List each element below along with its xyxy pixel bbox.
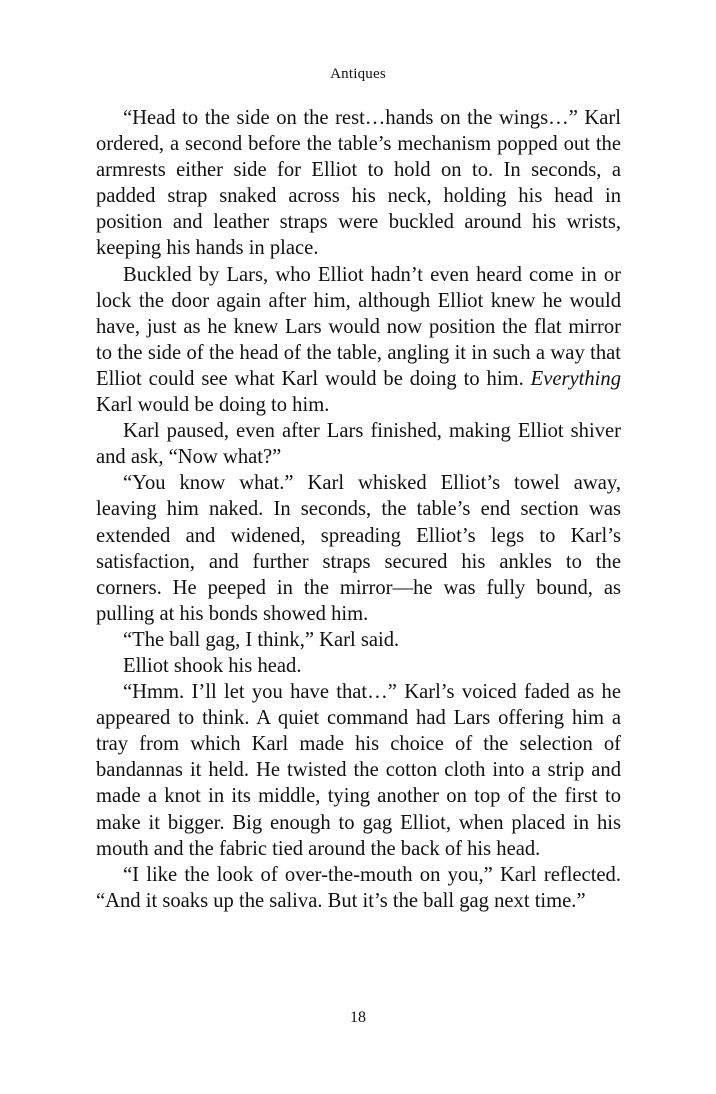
paragraph-8: “I like the look of over-the-mouth on you,” Karl reflected. “And it soaks up the saliva. But it’s the ball gag next time.” [96, 863, 621, 912]
paragraph-7: “Hmm. I’ll let you have that…” Karl’s voiced faded as he appeared to think. A quiet command had Lars offering him a tray from which Karl made his choice of the selection of bandannas it held. He twisted the cotton cloth into a strip and made a knot in its middle, tying another on top of the first to make it bigger. Big enough to gag Elliot, when placed in his mouth and the fabric tied around the back of his head. [96, 681, 621, 860]
paragraph-4: “You know what.” Karl whisked Elliot’s towel away, leaving him naked. In seconds, the table’s end section was extended and widened, spreading Elliot’s legs to Karl’s satisfaction, and further straps secured his ankles to the corners. He peeped in the mirror—he was fully bound, as pulling at his bonds showed him. [96, 472, 621, 625]
page-number: 18 [350, 1009, 366, 1026]
paragraph-3: Karl paused, even after Lars finished, making Elliot shiver and ask, “Now what?” [96, 420, 621, 469]
running-header: Antiques [330, 66, 386, 82]
paragraph-2 [96, 262, 621, 419]
body-text [96, 105, 621, 914]
paragraph-6: Elliot shook his head. [123, 654, 302, 677]
paragraph-5: “The ball gag, I think,” Karl said. [123, 628, 400, 651]
paragraph-2-text-a: Buckled by Lars, who Elliot hadn’t even heard come in or lock the door again after him, although Elliot knew he would have, just as he knew Lars would now position the flat mirror to the side of the head of the table, angling it in such a way that Elliot could see what Karl would be doing to him. [96, 263, 621, 390]
paragraph-1: “Head to the side on the rest…hands on the wings…” Karl ordered, a second before the table’s mechanism popped out the armrests either side for Elliot to hold on to. In seconds, a padded strap snaked across his neck, holding his head in position and leather straps were buckled around his wrists, keeping his hands in place. [96, 107, 621, 260]
paragraph-2-text-b: Karl would be doing to him. [96, 394, 330, 417]
paragraph-2-emphasis: Everything [530, 367, 621, 390]
